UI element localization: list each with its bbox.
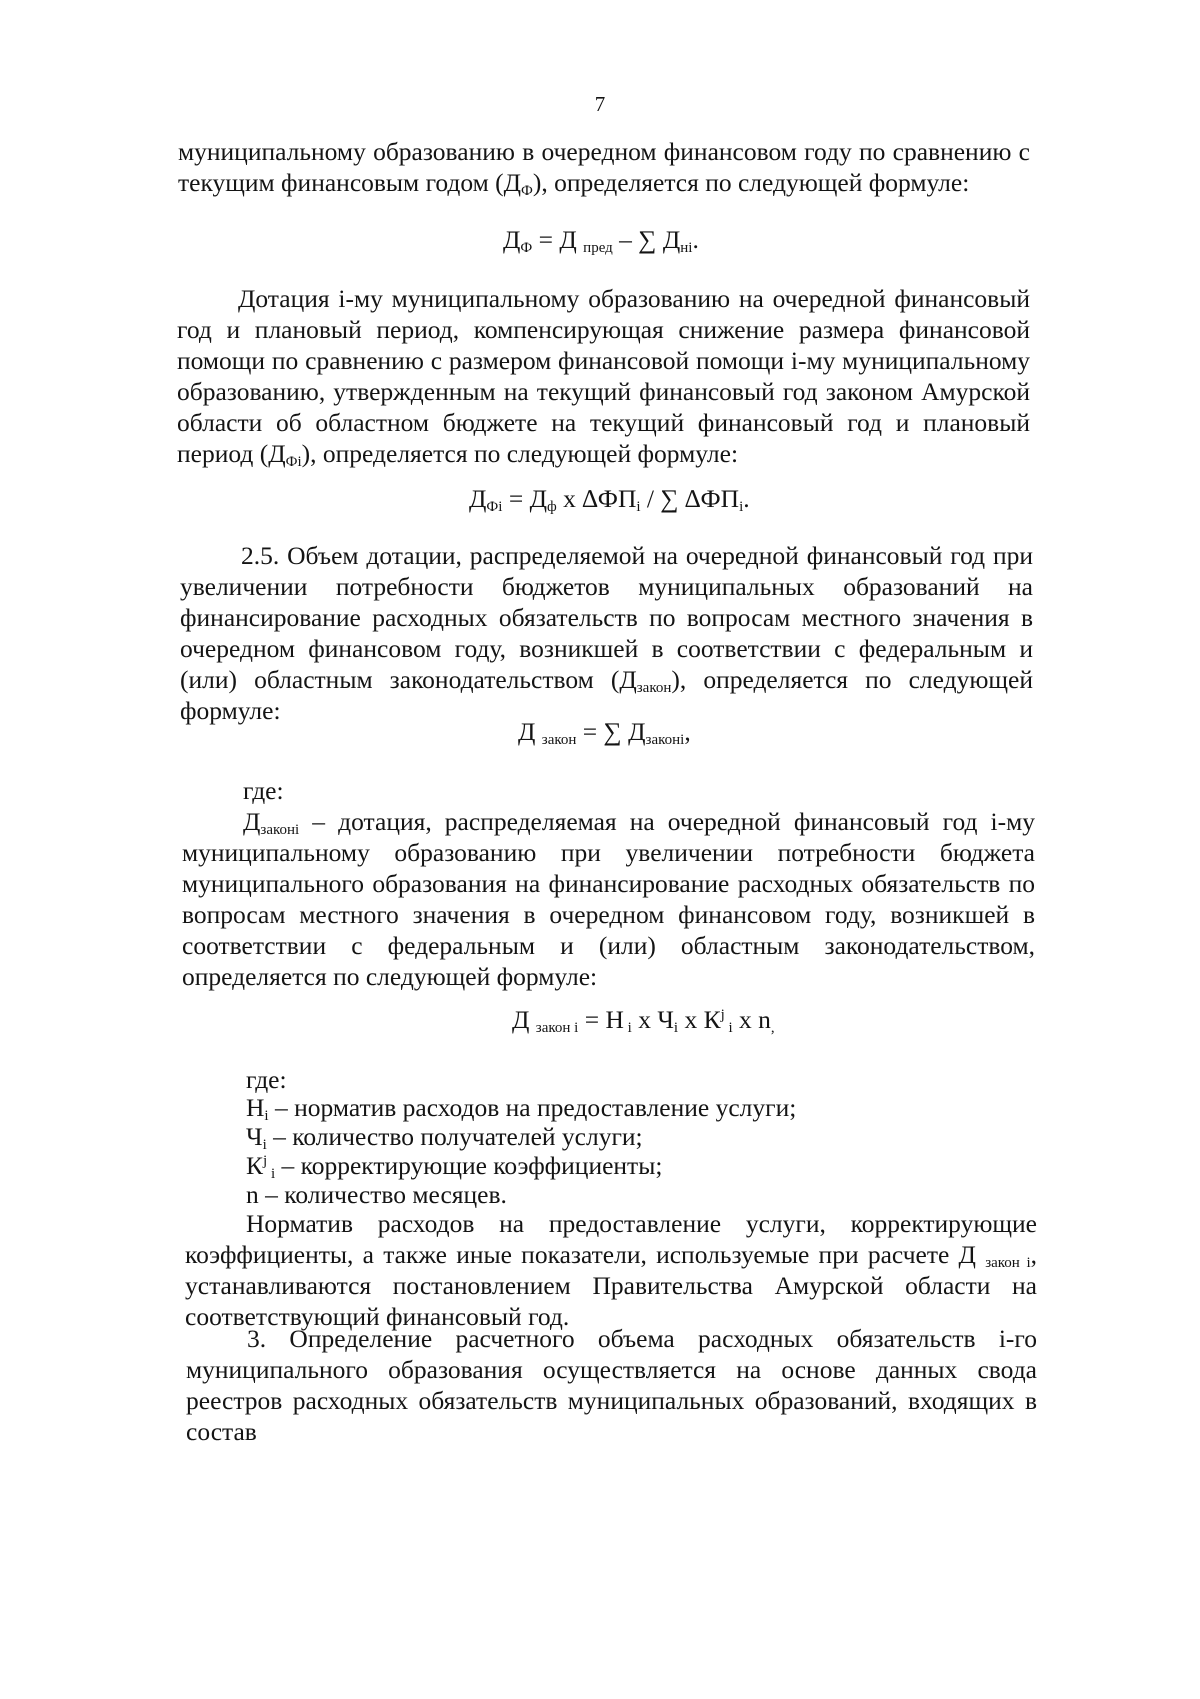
paragraph-3: 3. Определение расчетного объема расходных обязательств i-го муниципального образования осуществляется на основе данных свода реестров расходных обязательств муниципальных образований, входящих в состав (186, 1324, 1037, 1446)
definition-ch-i: $Ч_i$ – количество получателей услуги; (246, 1122, 643, 1153)
paragraph-2-5: 2.5. Объем дотации, распределяемой на очередной финансовый год при увеличении потребности бюджетов муниципальных образований на финансирование расходных обязательств по вопросам местного значения в очередном финансовом году, возникшей в соответствии с федеральным и (или) областным законодательством $(Д_{закон})$, определяется по следующей формуле: (180, 541, 1033, 725)
formula-d-zakon-i: Д $_{закон i}$ = Н $_i$ х $Ч_i$ х $К^j$ $_i$ х $n_,$ (512, 1005, 775, 1036)
where-label-2: где: (246, 1065, 287, 1094)
paragraph-norms: Норматив расходов на предоставление услуги, корректирующие коэффициенты, а также иные показатели, используемые при расчете Д $_{закон i}$, устанавливаются постановлением Правительства Амурской области на соответствующий финансовый год. (185, 1209, 1037, 1331)
definition-k-ji: $К^j$ $_i$ – корректирующие коэффициенты; (246, 1151, 663, 1182)
formula-d-fi: $Д_{Фi} = Д_ф$ х $\Delta ФП_i$ / ∑ $\Delta ФП_i$. (469, 484, 750, 515)
formula-d-zakon: Д $_{закон}$ = ∑ $Д_{законi}$, (518, 717, 691, 748)
paragraph-d-zakon-i: $Д_{законi}$ – дотация, распределяемая на очередной финансовый год i-му муниципальному образованию при увеличении потребности бюджета муниципального образования на финансирование расходных обязательств по вопросам местного значения в очередном финансовом году, возникшей в соответствии с федеральным и (или) областным законодательством, определяется по следующей формуле: (182, 807, 1035, 991)
paragraph-compensation: Дотация i-му муниципальному образованию на очередной финансовый год и плановый период, компенсирующая снижение размера финансовой помощи по сравнению с размером финансовой помощи i-му муниципальному образованию, утвержденным на текущий финансовый год законом Амурской области об областном бюджете на текущий финансовый год и плановый период $(Д_{Фi})$, определяется по следующей формуле: (177, 284, 1030, 470)
definition-n-months: n – количество месяцев. (246, 1180, 507, 1209)
where-label-1: где: (243, 776, 284, 805)
page-number: 7 (594, 92, 606, 116)
formula-d-f: $Д_Ф = Д$ $_{пред}$ – ∑ $Д_{нi}$. (503, 225, 699, 256)
paragraph-intro: муниципальному образованию в очередном финансовом году по сравнению с текущим финансовым годом $(Д_Ф)$, определяется по следующей формуле: (178, 137, 1030, 199)
definition-n-i: $Н_i$ – норматив расходов на предоставление услуги; (246, 1093, 797, 1124)
